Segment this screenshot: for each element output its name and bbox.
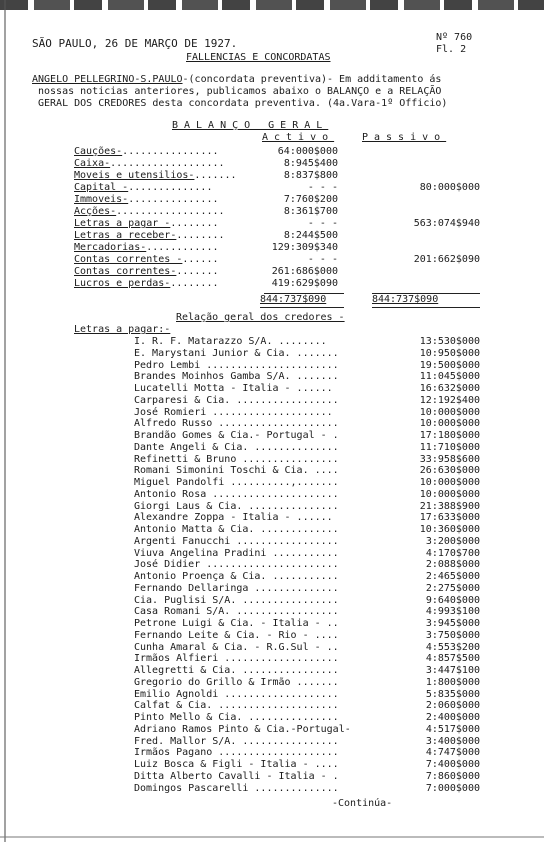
creditor-amount: 10:950$000 [419, 348, 480, 359]
balance-activo-value: 8:244$500 [283, 230, 338, 241]
creditor-name: Ditta Alberto Cavalli - Italia - . [134, 771, 339, 782]
creditor-amount: 4:993$100 [425, 606, 480, 617]
balance-account-dots: ............ [146, 242, 219, 253]
creditor-name: Irmãos Pagano .................... [134, 747, 339, 758]
creditor-amount: 1:800$000 [425, 677, 480, 688]
balance-account [74, 254, 219, 266]
balance-row [0, 266, 544, 278]
creditor-row [0, 442, 544, 454]
creditor-amount: 2:465$000 [425, 571, 480, 582]
creditor-name: Pedro Lembi ...................... [134, 360, 339, 371]
creditor-row [0, 336, 544, 348]
creditor-name: José Didier ...................... [134, 559, 339, 570]
creditor-amount: 2:060$000 [425, 700, 480, 711]
creditor-row [0, 395, 544, 407]
intro-line-1-rest: -(concordata preventiva)- Em additamento ás [182, 74, 442, 85]
creditor-amount: 17:180$000 [419, 430, 480, 441]
creditor-amount: 2:088$000 [425, 559, 480, 570]
balance-row [0, 230, 544, 242]
creditor-amount: 2:275$000 [425, 583, 480, 594]
creditor-row [0, 677, 544, 689]
creditor-name: Antonio Matta & Cia. ............. [134, 524, 339, 535]
balance-account-dots: ....... [194, 170, 237, 181]
creditor-row [0, 630, 544, 642]
balance-account-label: Contas correntes- [74, 266, 177, 277]
intro-line-3: GERAL DOS CREDORES desta concordata preventiva. (4a.Vara-1º Officio) [38, 98, 448, 109]
passivo-double-rule [372, 307, 480, 308]
creditor-name: Carparesi & Cia. ................. [134, 395, 339, 406]
creditor-name: Viuva Angelina Pradini ........... [134, 548, 339, 559]
balance-passivo-value: 80:000$000 [419, 182, 480, 193]
balance-account [74, 266, 219, 278]
creditor-amount: 11:045$000 [419, 371, 480, 382]
balance-account-dots: ....... [176, 266, 219, 277]
date-line: SÃO PAULO, 26 DE MARÇO DE 1927. [32, 37, 238, 50]
creditor-amount: 21:388$900 [419, 501, 480, 512]
balance-account [74, 206, 225, 218]
creditor-row [0, 571, 544, 583]
balance-row [0, 194, 544, 206]
section-title: FALLENCIAS E CONCORDATAS [186, 52, 331, 63]
balance-account [74, 182, 212, 194]
balance-account-label: Acções- [74, 206, 117, 217]
creditor-amount: 3:400$000 [425, 736, 480, 747]
balance-activo-value: 419:629$090 [271, 278, 338, 289]
creditor-amount: 4:170$700 [425, 548, 480, 559]
creditor-amount: 2:400$000 [425, 712, 480, 723]
creditor-amount: 10:000$000 [419, 477, 480, 488]
balance-account-label: Capital - [74, 182, 129, 193]
creditor-amount: 13:530$000 [419, 336, 480, 347]
creditor-row [0, 665, 544, 677]
balance-row [0, 146, 544, 158]
balance-passivo-value: 563:074$940 [413, 218, 480, 229]
creditor-row [0, 383, 544, 395]
balance-account-dots: .............. [128, 182, 213, 193]
creditor-row [0, 524, 544, 536]
creditor-amount: 12:192$400 [419, 395, 480, 406]
continues-note: -Continúa- [332, 798, 393, 809]
creditor-name: Domingos Pascarelli .............. [134, 783, 339, 794]
creditor-row [0, 430, 544, 442]
balance-account [74, 242, 219, 254]
balance-account-label: Cauções- [74, 146, 123, 157]
bulletin-number: Nº 760 [436, 32, 473, 43]
creditor-name: Lucatelli Motta - Italia - ...... [134, 383, 333, 394]
balance-title: BALANÇO GERAL [172, 120, 329, 131]
creditor-amount: 3:447$100 [425, 665, 480, 676]
creditor-name: Emilio Agnoldi ................... [134, 689, 339, 700]
balance-account-label: Mercadorias- [74, 242, 147, 253]
balance-account-label: Lucros e perdas- [74, 278, 171, 289]
creditor-row [0, 653, 544, 665]
balance-passivo-value: 201:662$090 [413, 254, 480, 265]
creditor-row [0, 536, 544, 548]
creditor-name: Calfat & Cia. .................... [134, 700, 339, 711]
creditor-name: I. R. F. Matarazzo S/A. ........ [134, 336, 327, 347]
balance-row [0, 242, 544, 254]
creditor-amount: 10:000$000 [419, 489, 480, 500]
creditor-amount: 4:553$200 [425, 642, 480, 653]
creditor-amount: 33:958$600 [419, 454, 480, 465]
balance-activo-value: 8:361$700 [283, 206, 338, 217]
creditor-amount: 7:000$000 [425, 783, 480, 794]
creditor-name: Luiz Bosca & Figli - Italia - .... [134, 759, 339, 770]
balance-account-label: Contas correntes - [74, 254, 183, 265]
balance-row [0, 278, 544, 290]
balance-account-label: Moveis e utensilios- [74, 170, 195, 181]
balance-account-label: Letras a receber- [74, 230, 177, 241]
creditor-row [0, 783, 544, 795]
balance-account [74, 146, 219, 158]
creditor-name: Gregorio do Grillo & Irmão ....... [134, 677, 339, 688]
balance-activo-value: 8:837$800 [283, 170, 338, 181]
creditors-title: Relação geral dos credores - [176, 312, 345, 323]
intro-line-1 [32, 74, 441, 86]
creditor-name: Cia. Puglisi S/A. ................ [134, 595, 339, 606]
balance-account-dots: ........ [170, 278, 219, 289]
creditor-amount: 19:500$000 [419, 360, 480, 371]
creditor-name: Fernando Leite & Cia. - Rio - .... [134, 630, 339, 641]
scan-bottom-edge [0, 836, 544, 838]
creditor-row [0, 724, 544, 736]
creditor-name: Fred. Mallor S/A. ................ [134, 736, 339, 747]
balance-row [0, 206, 544, 218]
creditor-name: Argenti Fanucchi ................. [134, 536, 339, 547]
creditor-amount: 26:630$000 [419, 465, 480, 476]
creditor-name: Petrone Luigi & Cia. - Italia - .. [134, 618, 339, 629]
creditor-amount: 11:710$000 [419, 442, 480, 453]
balance-account-label: Letras a pagar - [74, 218, 171, 229]
balance-account [74, 170, 237, 182]
activo-double-rule [260, 307, 344, 308]
creditor-name: Antonio Rosa ..................... [134, 489, 339, 500]
creditor-row [0, 618, 544, 630]
creditor-amount: 16:632$000 [419, 383, 480, 394]
balance-activo-value: 64:000$000 [277, 146, 338, 157]
creditor-row [0, 477, 544, 489]
creditor-name: Brandão Gomes & Cia.- Portugal - . [134, 430, 339, 441]
balance-account-dots: ................ [122, 146, 219, 157]
creditor-row [0, 559, 544, 571]
creditor-row [0, 418, 544, 430]
balance-activo-value: 261:686$000 [271, 266, 338, 277]
creditor-name: Allegretti & Cia. ................ [134, 665, 339, 676]
creditor-amount: 3:750$000 [425, 630, 480, 641]
creditor-row [0, 712, 544, 724]
creditor-amount: 3:945$000 [425, 618, 480, 629]
creditor-amount: 17:633$000 [419, 512, 480, 523]
balance-row [0, 158, 544, 170]
creditor-row [0, 606, 544, 618]
creditor-name: Alexandre Zoppa - Italia - ...... [134, 512, 333, 523]
activo-total: 844:737$090 [260, 294, 327, 305]
balance-activo-value: 8:945$400 [283, 158, 338, 169]
creditor-amount: 10:360$000 [419, 524, 480, 535]
creditor-row [0, 512, 544, 524]
creditor-name: José Romieri .................... [134, 407, 333, 418]
balance-row [0, 218, 544, 230]
creditor-name: E. Marystani Junior & Cia. ....... [134, 348, 339, 359]
balance-activo-value: - - - [307, 182, 338, 193]
creditor-name: Romani Simonini Toschi & Cia. .... [134, 465, 339, 476]
creditor-amount: 3:200$000 [425, 536, 480, 547]
creditor-row [0, 348, 544, 360]
balance-activo-value: 129:309$340 [271, 242, 338, 253]
balance-row [0, 170, 544, 182]
creditor-row [0, 465, 544, 477]
balance-account-label: Immoveis- [74, 194, 129, 205]
creditor-name: Giorgi Laus & Cia. ............... [134, 501, 339, 512]
debtor-name: ANGELO PELLEGRINO-S.PAULO [32, 74, 183, 85]
balance-account-label: Caixa- [74, 158, 111, 169]
balance-account-dots: ........ [170, 218, 219, 229]
balance-account [74, 218, 219, 230]
passivo-header: Passivo [362, 132, 447, 143]
balance-activo-value: - - - [307, 254, 338, 265]
sheet-number: Fl. 2 [436, 44, 467, 55]
balance-row [0, 182, 544, 194]
balance-activo-value: - - - [307, 218, 338, 229]
creditor-name: Miguel Pandolfi ..........,....... [134, 477, 339, 488]
creditor-amount: 4:517$000 [425, 724, 480, 735]
creditor-name: Pinto Mello & Cia. ............... [134, 712, 339, 723]
balance-account-dots: .................. [116, 206, 225, 217]
balance-account-dots: ...... [182, 254, 219, 265]
creditor-name: Irmãos Alfieri ................... [134, 653, 339, 664]
creditor-row [0, 489, 544, 501]
balance-row [0, 254, 544, 266]
creditor-name: Antonio Proença & Cia. ........... [134, 571, 339, 582]
creditor-amount: 10:000$000 [419, 407, 480, 418]
creditor-name: Alfredo Russo .................... [134, 418, 339, 429]
balance-account [74, 194, 219, 206]
creditor-name: Dante Angeli & Cia. .............. [134, 442, 339, 453]
balance-account-dots: ................... [110, 158, 225, 169]
creditor-row [0, 759, 544, 771]
creditor-name: Fernando Dellaringa .............. [134, 583, 339, 594]
creditor-name: Refinetti & Bruno ................ [134, 454, 339, 465]
activo-header: Activo [262, 132, 335, 143]
balance-account-dots: ........ [176, 230, 225, 241]
intro-line-2: nossas noticias anteriores, publicamos abaixo o BALANÇO e a RELAÇÃO [38, 86, 442, 97]
creditor-row [0, 371, 544, 383]
balance-account [74, 230, 225, 242]
creditor-amount: 7:400$000 [425, 759, 480, 770]
balance-activo-value: 7:760$200 [283, 194, 338, 205]
balance-account [74, 278, 219, 290]
creditor-name: Casa Romani S/A. ................. [134, 606, 339, 617]
creditor-row [0, 700, 544, 712]
scan-top-edge [0, 0, 544, 10]
creditor-amount: 5:835$000 [425, 689, 480, 700]
passivo-total: 844:737$090 [372, 294, 439, 305]
creditor-amount: 9:640$000 [425, 595, 480, 606]
creditors-subtitle: Letras a pagar:- [74, 324, 171, 335]
creditor-name: Adriano Ramos Pinto & Cia.-Portugal- [134, 724, 351, 735]
balance-account-dots: ............... [128, 194, 219, 205]
creditor-amount: 10:000$000 [419, 418, 480, 429]
creditor-amount: 7:860$000 [425, 771, 480, 782]
balance-account [74, 158, 225, 170]
creditor-row [0, 747, 544, 759]
creditor-amount: 4:857$500 [425, 653, 480, 664]
creditor-name: Brandes Moinhos Gamba S/A. ....... [134, 371, 339, 382]
creditor-amount: 4:747$000 [425, 747, 480, 758]
creditor-row [0, 771, 544, 783]
creditor-name: Cunha Amaral & Cia. - R.G.Sul - .. [134, 642, 339, 653]
creditor-row [0, 583, 544, 595]
